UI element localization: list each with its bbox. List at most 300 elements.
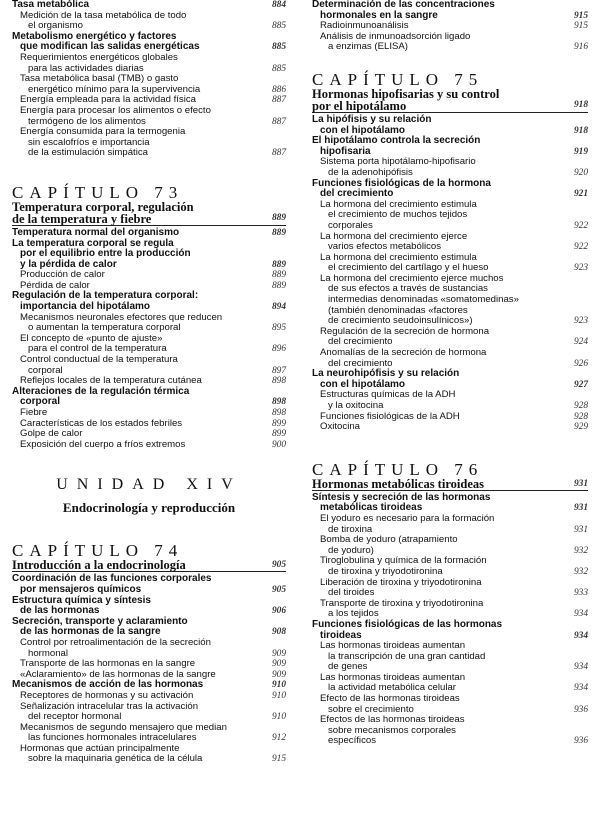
page-number: 896	[271, 344, 286, 355]
entry-text	[312, 620, 556, 641]
right-top-entries	[312, 0, 588, 53]
toc-subsection-entry	[312, 599, 588, 620]
entry-line: La hipófisis y su relación	[312, 113, 432, 125]
toc-section-entry	[312, 620, 588, 641]
toc-subsection-entry	[312, 556, 588, 577]
chapter-73-entries	[12, 228, 286, 450]
toc-subsection-entry	[312, 694, 588, 715]
entry-text	[320, 673, 556, 694]
page-number: 933	[573, 588, 588, 599]
page-number: 894	[271, 302, 286, 313]
entry-line: sobre la maquinaria genética de la célula	[28, 753, 203, 765]
entry-text	[20, 702, 254, 723]
toc-section-entry	[12, 32, 286, 53]
toc-section-entry	[312, 179, 588, 200]
entry-line: Fiebre	[20, 407, 48, 418]
page-number: 934	[573, 683, 588, 694]
page-number: 900	[271, 439, 286, 450]
entry-line: sobre el crecimiento	[328, 703, 414, 715]
entry-text	[320, 556, 556, 577]
entry-line: de tiroxina	[328, 523, 373, 535]
toc-right-column	[312, 0, 588, 747]
entry-line: El hipotálamo controla la secreción	[312, 135, 481, 147]
page-number: 909	[271, 659, 286, 670]
entry-text	[312, 493, 556, 514]
entry-line: Determinación de las concentraciones	[312, 0, 495, 10]
entry-text	[320, 641, 556, 673]
entry-line: a enzimas (ELISA)	[328, 41, 408, 53]
toc-subsection-entry	[312, 200, 588, 232]
entry-line: La neurohipófisis y su relación	[312, 368, 460, 380]
toc-subsection-entry	[312, 578, 588, 599]
entry-line: y la pérdida de calor	[20, 258, 117, 270]
entry-line: Transporte de las hormonas en la sangre	[20, 658, 196, 670]
entry-text	[320, 390, 556, 411]
entry-line: Liberación de tiroxina y triyodotironina	[320, 576, 482, 588]
toc-section-entry	[12, 239, 286, 271]
toc-subsection-entry	[312, 327, 588, 348]
toc-subsection-entry	[312, 274, 588, 327]
entry-line: corporal	[20, 396, 61, 408]
entry-line: de tiroxina y triyodotironina	[328, 565, 443, 577]
entry-text	[312, 115, 556, 136]
toc-subsection-entry	[312, 232, 588, 253]
page-number: 906	[271, 606, 286, 617]
page-number: 915	[573, 21, 588, 32]
entry-line: La hormona del crecimiento estimula	[320, 198, 477, 210]
page-number: 889	[271, 212, 286, 223]
page-number: 887	[271, 95, 286, 106]
page-number: 898	[271, 408, 286, 418]
entry-text	[320, 274, 556, 327]
toc-subsection-entry	[12, 127, 286, 159]
toc-subsection-entry	[12, 53, 286, 74]
entry-line: o aumentan la temperatura corporal	[28, 322, 181, 334]
entry-line: Alteraciones de la regulación térmica	[12, 385, 190, 397]
entry-text	[12, 574, 254, 595]
page-number: 898	[271, 397, 286, 408]
page-number: 928	[573, 411, 588, 422]
page-number: 934	[573, 630, 588, 641]
chapter-74-entries	[12, 574, 286, 765]
page-number: 910	[271, 680, 286, 691]
page-number: 887	[271, 148, 286, 159]
entry-text	[12, 291, 254, 312]
toc-subsection-entry	[12, 313, 286, 334]
page-number: 899	[271, 418, 286, 429]
entry-line: El yoduro es necesario para la formación	[320, 512, 495, 524]
entry-text	[12, 228, 254, 239]
entry-line: hipofisaria	[320, 145, 371, 157]
page-number: 889	[271, 270, 286, 281]
entry-line: y la oxitocina	[328, 400, 384, 411]
entry-line: Regulación de la secreción de hormona	[320, 325, 490, 337]
chapter-label: CAPÍTULO 75	[312, 69, 484, 89]
toc-section-entry	[12, 574, 286, 595]
entry-line: Efecto de las hormonas tiroideas	[320, 693, 460, 705]
toc-subsection-entry	[12, 723, 286, 744]
toc-subsection-entry	[312, 422, 588, 433]
entry-line: Medición de la tasa metabólica de todo	[20, 9, 187, 21]
entry-line: Sistema porta hipotálamo-hipofisario	[320, 156, 476, 168]
toc-subsection-entry	[312, 673, 588, 694]
toc-subsection-entry	[12, 11, 286, 32]
entry-line: de yoduro)	[328, 544, 374, 556]
entry-text	[320, 715, 556, 747]
entry-line: por mensajeros químicos	[20, 583, 142, 595]
entry-text	[12, 239, 254, 271]
entry-line: Mecanismos de acción de las hormonas	[12, 679, 204, 691]
chapter-title-line: Temperatura corporal, regulación	[12, 199, 194, 214]
entry-line: Golpe de calor	[20, 428, 83, 440]
chapter-74	[12, 542, 286, 765]
entry-line: Energía para procesar los alimentos o efecto	[20, 104, 211, 116]
page-number: 918	[573, 99, 588, 110]
page-number: 899	[271, 429, 286, 440]
page-number: 905	[271, 584, 286, 595]
entry-line: por el equilibrio entre la producción	[20, 248, 191, 260]
entry-line: (también denominadas «factores	[328, 304, 468, 316]
entry-line: específicos	[328, 735, 376, 747]
toc-section-entry	[312, 136, 588, 157]
entry-line: de genes	[328, 661, 368, 673]
entry-line: Las hormonas tiroideas aumentan	[320, 640, 466, 652]
entry-line: Funciones fisiológicas de la hormona	[312, 177, 491, 189]
entry-text	[320, 327, 556, 348]
page-number: 909	[271, 669, 286, 680]
page-number: 889	[271, 227, 286, 238]
entry-line: Mecanismos neuronales efectores que reducen	[20, 311, 223, 323]
entry-text	[12, 387, 254, 408]
entry-line: el crecimiento del cartílago y el hueso	[328, 262, 489, 274]
toc-section-entry	[12, 228, 286, 239]
entry-line: Señalización intracelular tras la activación	[20, 700, 199, 712]
entry-line: Energía consumida para la termogenia	[20, 126, 186, 138]
page-number: 910	[271, 690, 286, 701]
toc-subsection-entry	[312, 253, 588, 274]
entry-line: de las hormonas de la sangre	[20, 626, 161, 638]
entry-line: de la adenohipófisis	[328, 166, 413, 178]
toc-section-entry	[312, 0, 588, 21]
entry-line: varios efectos metabólicos	[328, 241, 442, 253]
entry-line: Bomba de yoduro (atrapamiento	[320, 534, 458, 546]
page-number: 909	[271, 648, 286, 659]
entry-line: del receptor hormonal	[28, 711, 122, 723]
entry-text	[320, 578, 556, 599]
page-number: 929	[573, 422, 588, 433]
entry-text	[20, 723, 254, 744]
page-number: 898	[271, 376, 286, 387]
entry-line: sobre mecanismos corporales	[328, 724, 456, 736]
entry-text	[320, 32, 556, 53]
entry-text	[20, 355, 254, 376]
entry-text	[20, 74, 254, 95]
page-number: 922	[573, 220, 588, 231]
page-number: 897	[271, 365, 286, 376]
chapter-title-line: Hormonas hipofisarias y su control	[312, 86, 500, 101]
entry-text	[12, 596, 254, 617]
entry-text	[20, 106, 254, 127]
entry-line: Radioinmunoanálisis	[320, 20, 409, 32]
page-number: 931	[573, 478, 588, 489]
chapter-title-line: Introducción a la endocrinología	[12, 558, 186, 573]
entry-line: intermedias denominadas «somatomedinas»	[328, 294, 519, 306]
entry-line: del crecimiento	[320, 188, 394, 200]
chapter-75-entries	[312, 115, 588, 433]
entry-text	[20, 127, 254, 159]
entry-line: Funciones fisiológicas de la ADH	[320, 410, 460, 422]
page-number: 895	[271, 323, 286, 334]
entry-line: Oxitocina	[320, 421, 360, 433]
toc-subsection-entry	[12, 691, 286, 702]
entry-line: Pérdida de calor	[20, 279, 90, 291]
page-number: 887	[271, 116, 286, 127]
toc-subsection-entry	[12, 702, 286, 723]
entry-line: a los tejidos	[328, 608, 379, 620]
page-number: 916	[573, 42, 588, 53]
entry-line: Tasa metabólica	[12, 0, 90, 10]
toc-subsection-entry	[12, 744, 286, 765]
chapter-75	[312, 71, 588, 433]
page-number: 936	[573, 736, 588, 747]
entry-line: Efectos de las hormonas tiroideas	[320, 714, 465, 726]
entry-text	[320, 535, 556, 556]
entry-text	[320, 157, 556, 178]
entry-line: La hormona del crecimiento ejerce muchos	[320, 272, 504, 284]
chapter-73	[12, 184, 286, 450]
entry-line: de sus efectos a través de sustancias	[328, 283, 488, 295]
entry-text	[312, 136, 556, 157]
entry-line: Las hormonas tiroideas aumentan	[320, 671, 466, 683]
chapter-title-row	[312, 88, 588, 112]
toc-section-entry	[12, 387, 286, 408]
entry-text	[320, 514, 556, 535]
entry-line: Metabolismo energético y factores	[12, 30, 177, 42]
page-number: 923	[573, 316, 588, 327]
page-number: 924	[573, 337, 588, 348]
toc-subsection-entry	[12, 355, 286, 376]
entry-line: corporales	[328, 219, 373, 231]
entry-text	[12, 32, 254, 53]
page-number: 922	[573, 242, 588, 253]
entry-line: energético mínimo para la supervivencia	[28, 83, 201, 95]
page-number: 931	[573, 524, 588, 535]
entry-line: Funciones fisiológicas de las hormonas	[312, 618, 503, 630]
page-number: 918	[573, 125, 588, 136]
entry-line: de crecimiento seudoinsulínicos»)	[328, 315, 473, 327]
entry-line: «Aclaramiento» de las hormonas de la sangre	[20, 668, 216, 680]
entry-line: del crecimiento	[328, 357, 393, 369]
entry-line: importancia del hipotálamo	[20, 301, 151, 313]
page-number: 915	[271, 754, 286, 765]
entry-line: Síntesis y secreción de las hormonas	[312, 491, 491, 503]
toc-subsection-entry	[12, 334, 286, 355]
page-number: 920	[573, 167, 588, 178]
toc-section-entry	[12, 291, 286, 312]
toc-section-entry	[12, 0, 286, 11]
page-number: 934	[573, 662, 588, 673]
left-top-entries	[12, 0, 286, 159]
toc-subsection-entry	[312, 535, 588, 556]
entry-line: La hormona del crecimiento ejerce	[320, 230, 468, 242]
entry-line: Producción de calor	[20, 269, 105, 281]
entry-text	[20, 440, 254, 451]
toc-subsection-entry	[312, 390, 588, 411]
chapter-title-row	[12, 201, 286, 225]
entry-line: Hormonas que actúan principalmente	[20, 742, 180, 754]
entry-line: para las actividades diarias	[28, 62, 144, 74]
page-number: 932	[573, 545, 588, 556]
entry-line: de las hormonas	[20, 605, 100, 617]
page-number: 885	[271, 42, 286, 53]
page-number: 923	[573, 263, 588, 274]
entry-text	[312, 179, 556, 200]
page-number: 928	[573, 401, 588, 411]
entry-text	[312, 369, 556, 390]
chapter-title-line: por el hipotálamo	[312, 98, 407, 113]
toc-subsection-entry	[12, 106, 286, 127]
entry-line: Energía empleada para la actividad física	[20, 94, 196, 106]
entry-text	[20, 53, 254, 74]
page-number: 915	[573, 10, 588, 21]
entry-line: Exposición del cuerpo a fríos extremos	[20, 438, 186, 450]
page-number: 889	[271, 259, 286, 270]
entry-text	[12, 0, 254, 11]
entry-line: del crecimiento	[328, 336, 393, 348]
entry-text	[320, 694, 556, 715]
page-number: 886	[271, 84, 286, 95]
entry-line: el crecimiento de muchos tejidos	[328, 209, 468, 221]
unit-heading	[12, 476, 286, 516]
entry-line: El concepto de «punto de ajuste»	[20, 332, 163, 344]
entry-text	[20, 11, 254, 32]
chapter-title-row	[12, 559, 286, 571]
page-number: 921	[573, 189, 588, 200]
toc-subsection-entry	[312, 348, 588, 369]
toc-subsection-entry	[312, 32, 588, 53]
entry-text	[320, 232, 556, 253]
entry-line: Receptores de hormonas y su activación	[20, 689, 194, 701]
entry-text	[320, 348, 556, 369]
page-number: 910	[271, 712, 286, 723]
toc-section-entry	[312, 115, 588, 136]
entry-line: Coordinación de las funciones corporales	[12, 573, 212, 585]
entry-text	[20, 691, 254, 702]
entry-text	[12, 617, 254, 638]
toc-subsection-entry	[12, 74, 286, 95]
entry-text	[20, 744, 254, 765]
page-number: 908	[271, 627, 286, 638]
entry-line: tiroideas	[320, 629, 362, 641]
entry-line: Análisis de inmunoadsorción ligado	[320, 30, 471, 42]
entry-text	[20, 313, 254, 334]
entry-line: Regulación de la temperatura corporal:	[12, 290, 199, 302]
page-number: 931	[573, 503, 588, 514]
entry-line: la actividad metabólica celular	[328, 682, 456, 694]
toc-section-entry	[12, 596, 286, 617]
toc-section-entry	[12, 617, 286, 638]
entry-text	[312, 0, 556, 21]
page-number: 885	[271, 21, 286, 32]
entry-line: de la estimulación simpática	[28, 147, 148, 159]
entry-line: hormonales en la sangre	[320, 9, 438, 21]
entry-line: Secreción, transporte y aclaramiento	[12, 615, 188, 627]
chapter-label: CAPÍTULO 76	[312, 459, 484, 479]
entry-text	[20, 334, 254, 355]
entry-text	[20, 408, 254, 419]
page-number: 936	[573, 704, 588, 715]
toc-subsection-entry	[312, 157, 588, 178]
entry-line: Características de los estados febriles	[20, 417, 183, 429]
toc-subsection-entry	[312, 715, 588, 747]
entry-line: metabólicas tiroideas	[320, 502, 423, 514]
entry-line: Estructura química y síntesis	[12, 594, 151, 606]
entry-line: La temperatura corporal se regula	[12, 237, 174, 249]
entry-line: para el control de la temperatura	[28, 343, 167, 355]
page-number: 934	[573, 609, 588, 620]
entry-text	[320, 253, 556, 274]
entry-line: Transporte de tiroxina y triyodotironina	[320, 597, 484, 609]
page-number: 932	[573, 566, 588, 577]
entry-text	[20, 638, 254, 659]
entry-line: La hormona del crecimiento estimula	[320, 251, 477, 263]
page-number: 884	[271, 0, 286, 10]
entry-text	[320, 422, 556, 433]
entry-line: hormonal	[28, 647, 68, 659]
chapter-label: CAPÍTULO 73	[12, 182, 184, 202]
page-number: 889	[271, 280, 286, 291]
entry-line: Estructuras químicas de la ADH	[320, 389, 456, 401]
page-number: 885	[271, 63, 286, 74]
toc-subsection-entry	[312, 641, 588, 673]
toc-subsection-entry	[12, 408, 286, 419]
unit-label: UNIDAD XIV	[56, 476, 242, 494]
toc-subsection-entry	[12, 638, 286, 659]
entry-line: termógeno de los alimentos	[28, 115, 146, 127]
chapter-76	[312, 461, 588, 747]
entry-line: la transcripción de una gran cantidad	[328, 650, 486, 662]
chapter-title-row	[312, 478, 588, 490]
page-number: 926	[573, 358, 588, 369]
entry-line: del tiroides	[328, 587, 375, 599]
entry-line: Mecanismos de segundo mensajero que median	[20, 721, 227, 733]
entry-line: el organismo	[28, 20, 83, 32]
chapter-76-entries	[312, 493, 588, 747]
entry-line: sin escalofríos e importancia	[28, 136, 150, 148]
chapter-label: CAPÍTULO 74	[12, 541, 184, 561]
entry-line: Anomalías de la secreción de hormona	[320, 347, 487, 359]
entry-line: que modifican las salidas energéticas	[20, 41, 200, 53]
toc-section-entry	[312, 493, 588, 514]
entry-line: Requerimientos energéticos globales	[20, 51, 178, 63]
entry-text	[320, 599, 556, 620]
unit-title: Endocrinología y reproducción	[62, 500, 236, 516]
entry-line: las funciones hormonales intracelulares	[28, 732, 197, 744]
entry-line: corporal	[28, 364, 63, 376]
page-number: 912	[271, 733, 286, 744]
entry-line: Tasa metabólica basal (TMB) o gasto	[20, 73, 179, 85]
entry-line: con el hipotálamo	[320, 124, 406, 136]
page-number: 905	[271, 560, 286, 571]
entry-line: Temperatura normal del organismo	[12, 226, 180, 238]
chapter-title-line: Hormonas metabólicas tiroideas	[312, 476, 484, 491]
entry-line: Control por retroalimentación de la secreción	[20, 636, 211, 648]
entry-line: con el hipotálamo	[320, 378, 406, 390]
entry-line: Tiroglobulina y química de la formación	[320, 555, 487, 567]
toc-section-entry	[312, 369, 588, 390]
chapter-title-line: de la temperatura y fiebre	[12, 211, 152, 226]
page-number: 919	[573, 146, 588, 157]
